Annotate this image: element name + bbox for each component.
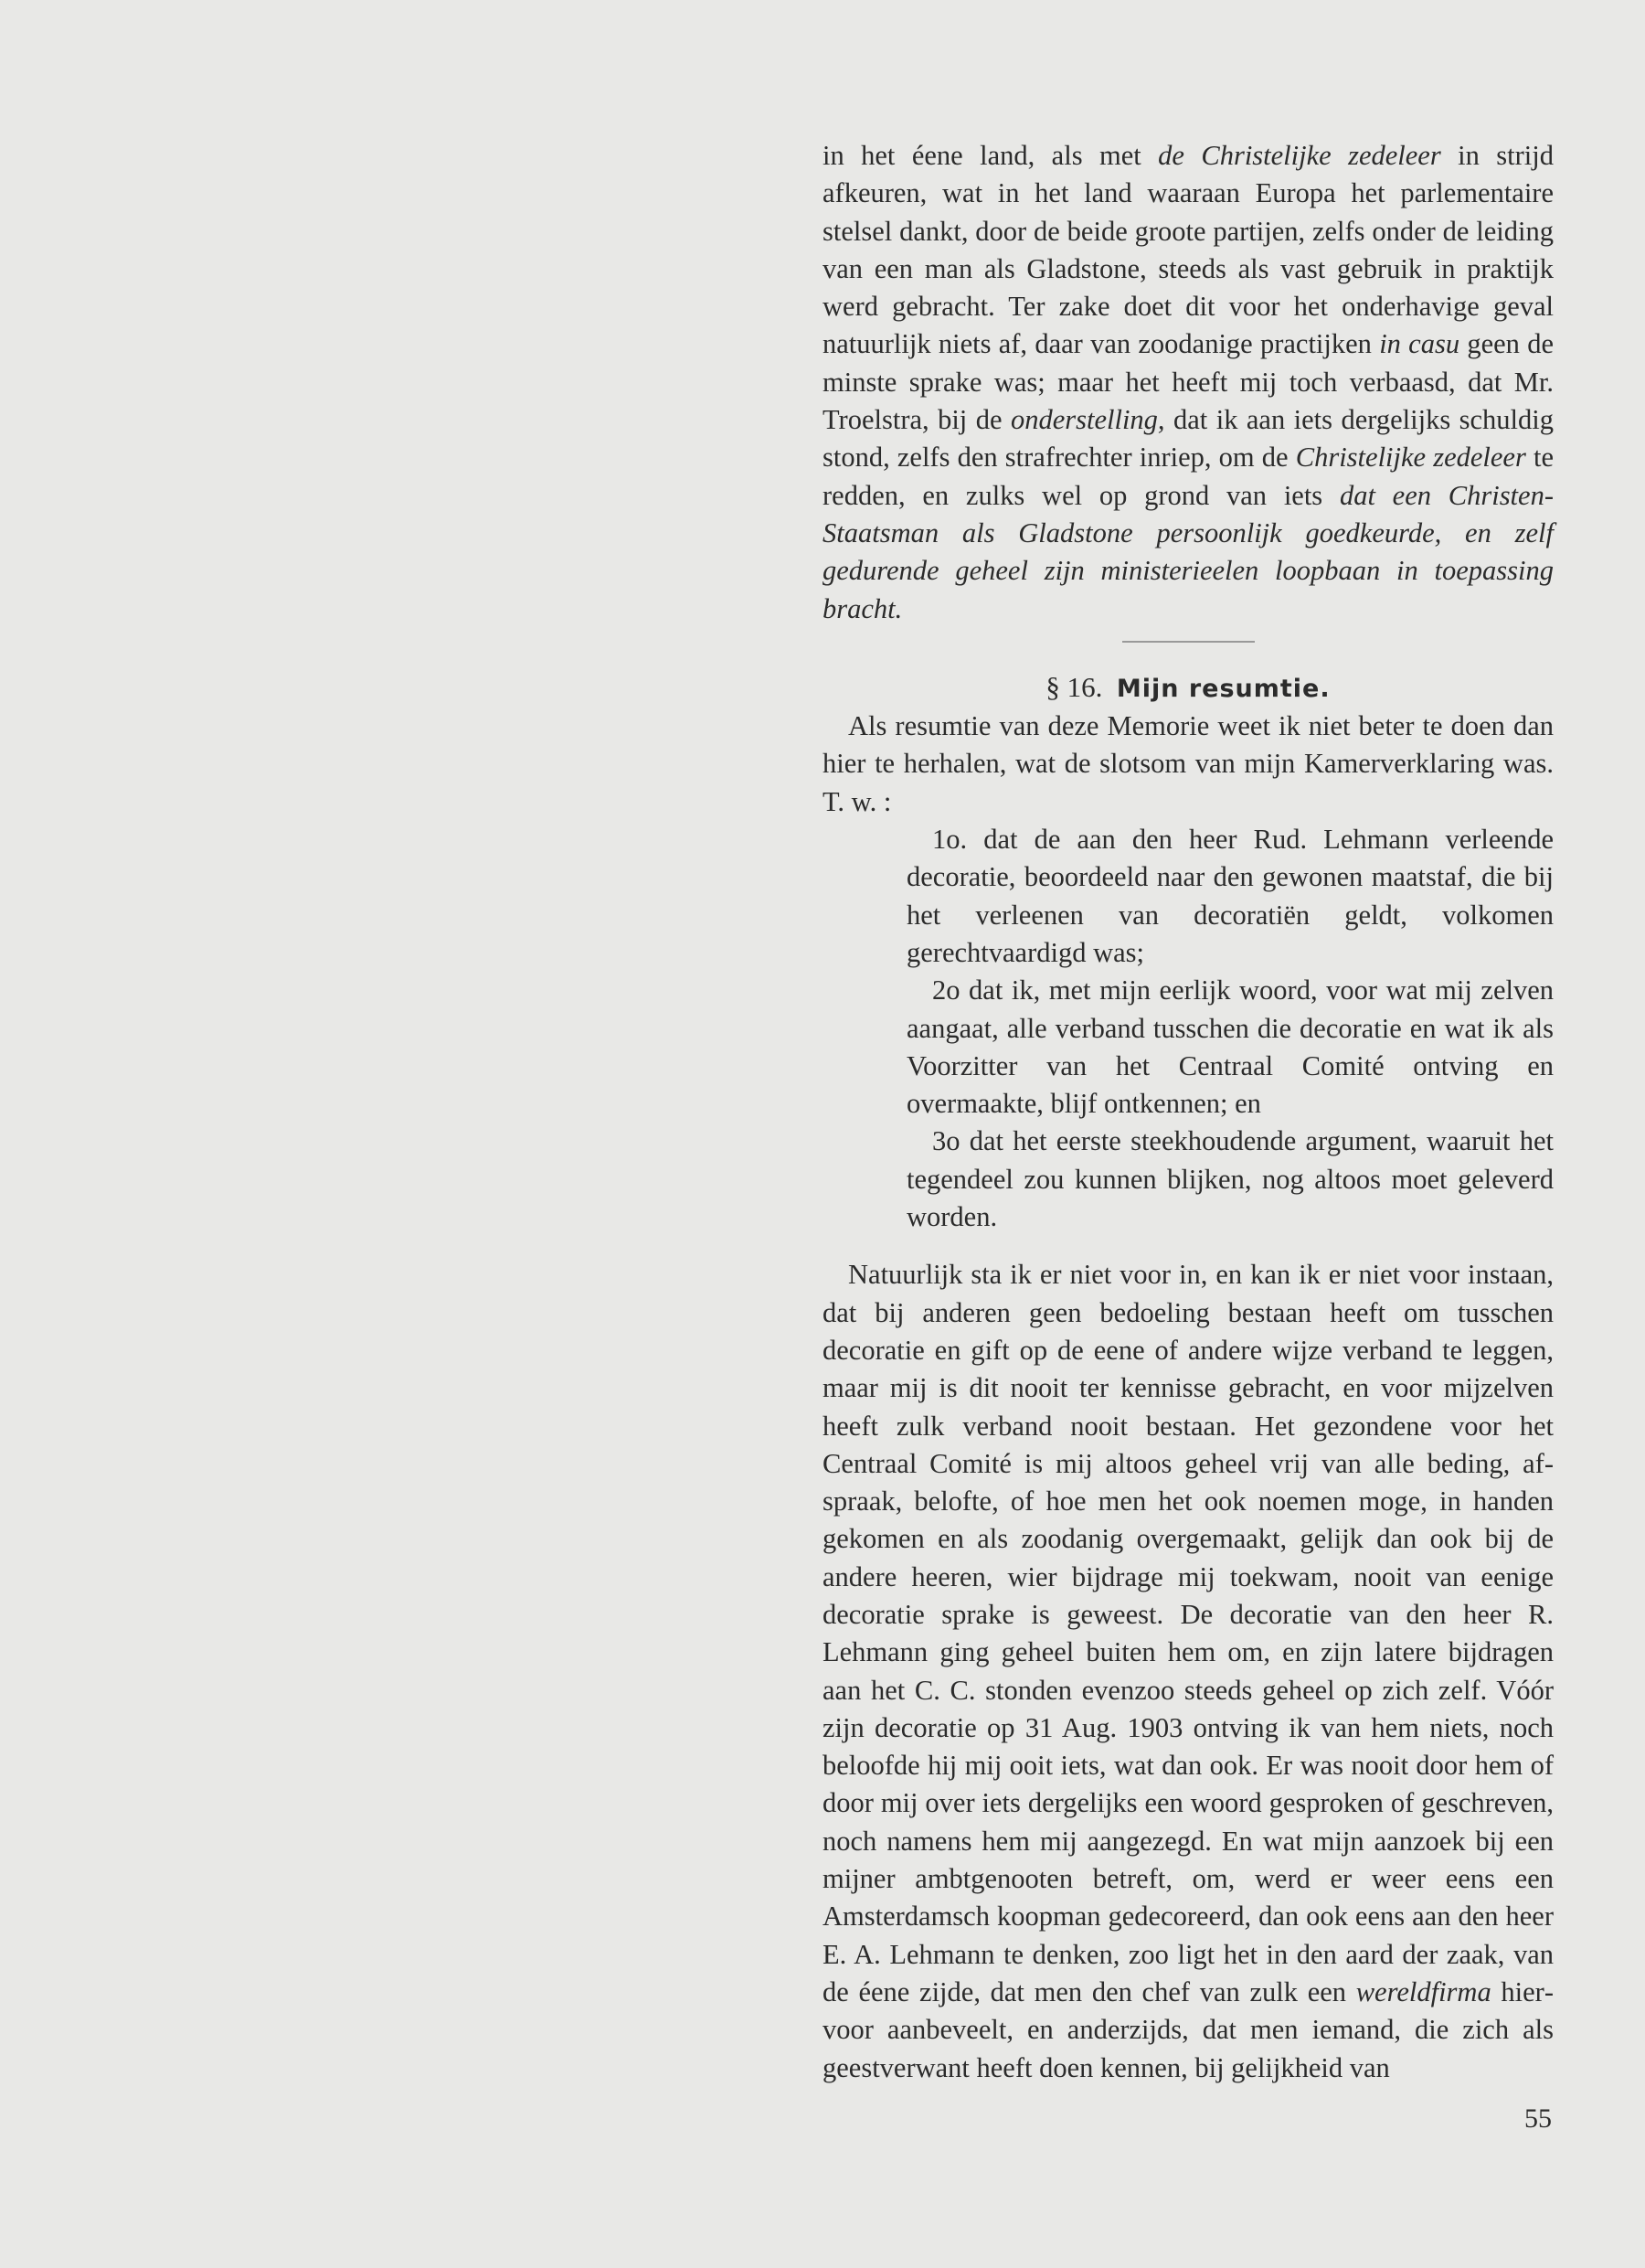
italic-text: onderstelling, <box>1010 404 1165 436</box>
list-item: 1o. dat de aan den heer Rud. Lehmann verleende decoratie, beoordeeld naar den gewonen maatstaf, die bij het verleenen van decoratiën geldt, volkomen gerechtvaardigd was; <box>907 824 1554 968</box>
italic-text: Christelijke zedeleer <box>1295 442 1526 474</box>
italic-text: wereldfirma <box>1355 1975 1491 2007</box>
text-run: geen de minste sprake was; maar het heeft mij toch verbaasd, dat Mr. Troelstra, bij de <box>822 328 1554 436</box>
list-item: 3o dat het eerste steekhoudende argument, waaruit het tegendeel zou kunnen blijken, nog altoos moet geleverd worden. <box>907 1125 1554 1233</box>
italic-text: in casu <box>1379 328 1460 360</box>
text-run: dat ik aan iets dergelijks schuldig stond, zelfs den strafrechter inriep, om de <box>822 404 1554 474</box>
text-run: te redden, en zulks wel op grond van iets <box>822 442 1554 511</box>
section-heading <box>822 668 1554 708</box>
italic-text: de Christelijke zedeleer <box>1158 140 1441 171</box>
section-number: § 16. <box>1045 670 1103 703</box>
text-run: in het éene land, als met <box>822 140 1159 171</box>
text-column <box>822 137 1554 2087</box>
intro-paragraph: Als resumtie van deze Memorie weet ik niet beter te doen dan hier te herhalen, wat de slotsom van mijn Kamerverklaring was. T. w. : <box>822 710 1554 817</box>
separator-rule <box>1122 641 1255 643</box>
page-number: 55 <box>1524 2103 1552 2134</box>
italic-text: dat een Christen-Staatsman als Gladstone persoonlijk goedkeurde, en zelf gedurende geheel zijn ministerieelen loopbaan in toepassing bracht. <box>822 479 1554 624</box>
section-title: Mijn resumtie. <box>1116 674 1331 703</box>
numbered-list <box>907 821 1554 1236</box>
paragraph-top <box>822 137 1554 628</box>
text-run: hiervoor aanbeveelt, en anderzijds, dat men iemand, die zich als geestverwant heeft doen kennen, bij gelijkheid van <box>822 1975 1554 2083</box>
text-run: in strijd afkeuren, wat in het land waaraan Europa het parlementaire stelsel dankt, door de beide groote partijen, zelfs onder de leiding van een man als Gladstone, steeds als vast gebruik in praktijk werd gebracht. Ter zake doet dit voor het onderhavige geval natuurlijk niets af, daar van zoodanige practijken <box>822 140 1555 360</box>
text-run: Natuurlijk sta ik er niet voor in, en kan ik er niet voor instaan, dat bij anderen geen bedoeling bestaan heeft om tusschen decoratie en gift op de eene of andere wijze verband te leggen, maar mij is dit nooit ter kennisse gebracht, en voor mijzelven heeft zulk verband nooit bestaan. Het gezondene voor het Centraal Comité is mij altoos geheel vrij van alle beding, afspraak, belofte, of hoe men het ook noemen moge, in handen gekomen en als zoodanig overgemaakt, gelijk dan ook bij de andere heeren, wier bijdrage mij toekwam, nooit van eenige decoratie sprake is geweest. De decoratie van den heer R. Lehmann ging geheel buiten hem om, en zijn latere bijdragen aan het C. C. stonden evenzoo steeds geheel op zich zelf. Vóór zijn decoratie op 31 Aug. 1903 ontving ik van hem niets, noch beloofde hij mij ooit iets, wat dan ook. Er was nooit door hem of door mij over iets dergelijks een woord gesproken of geschreven, noch namens hem mij aangezegd. En wat mijn aanzoek bij een mijner ambtgenooten betreft, om, werd er weer eens een Amsterdamsch koopman gedecoreerd, dan ook eens aan den heer E. A. Lehmann te denken, zoo ligt het in den aard der zaak, van de éene zijde, dat men den chef van zulk een <box>822 1259 1554 2007</box>
list-item: 2o dat ik, met mijn eerlijk woord, voor wat mij zelven aangaat, alle verband tusschen die decoratie en wat ik als Voorzitter van het Centraal Comité ontving en overmaakte, blijf ontkennen; en <box>907 974 1554 1120</box>
paragraph-last <box>822 1256 1554 2087</box>
